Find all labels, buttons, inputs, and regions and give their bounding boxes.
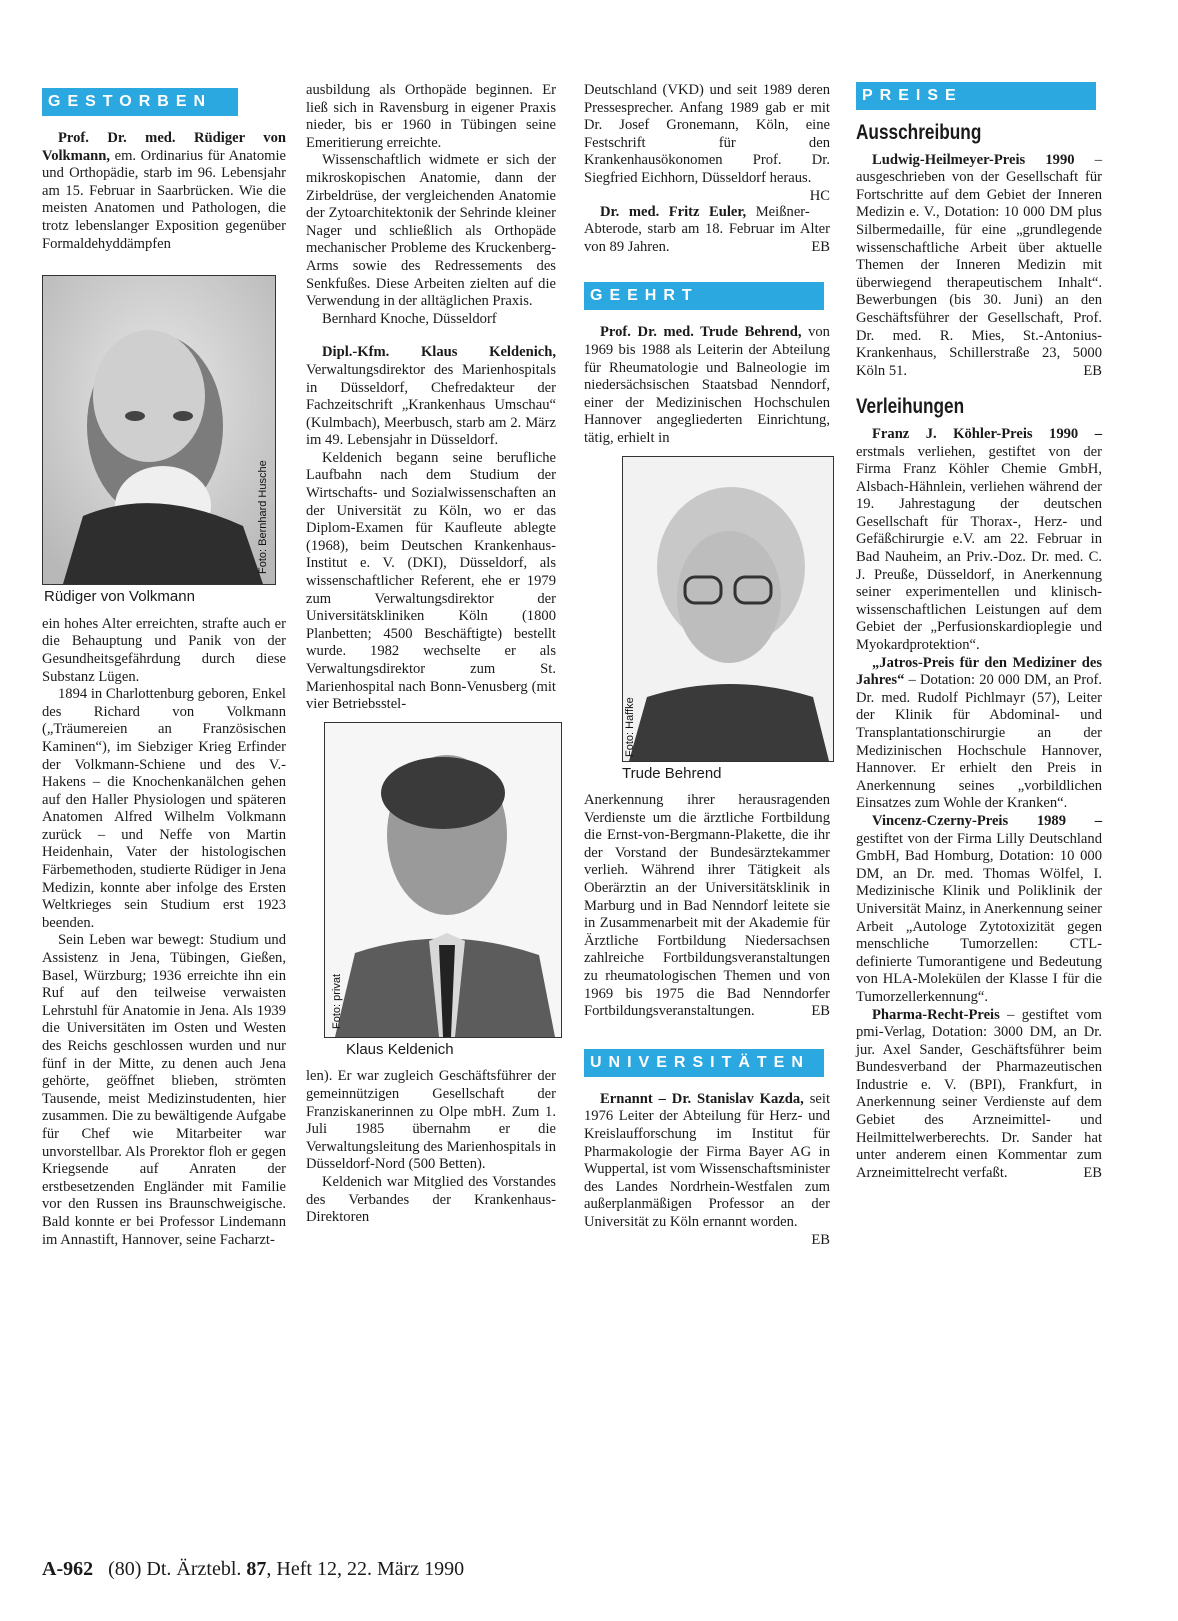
signature: EB bbox=[811, 1003, 830, 1020]
signature: EB bbox=[811, 1231, 830, 1248]
paragraph: Wissenschaftlich widmete er sich der mikroskopischen Anatomie, dann der Zirbeldrüse, der vergleichenden Anatomie der Zytoarchitektonik der Sehrinde kleiner Nager und schließlich als Orthopäde mechanischer Probleme des Kruckenberg-Arms sowie des Redressements des Senkfußes. Diese Arbeiten zielten auf die Verwendung in der alltäglichen Praxis. bbox=[306, 152, 556, 310]
paragraph bbox=[584, 82, 830, 204]
paragraph: len). Er war zugleich Geschäftsführer der gemeinnützigen Gesellschaft der Franziskanerinnen zu Olpe mbH. Zum 1. Juli 1985 übernahm er die Verwaltungsleitung des Marienhospitals in Düsseldorf-Nord (500 Betten). bbox=[306, 1068, 556, 1173]
paragraph bbox=[856, 1007, 1102, 1183]
paragraph: 1894 in Charlottenburg geboren, Enkel des Richard von Volkmann („Träumereien an Französischen Kaminen“), im Siebziger Krieg Erfinder der Volkmann-Schiene und des V.-Hakens – die Knochenkanälchen gehen auf den Haller Physiologen und späteren Anatomen Alfred Wilhelm Volkmann zurück – und Neffe von Martin Heidenhain, Vater der histologischen Färbemethoden, studierte Rüdiger in Jena Medizin, konnte aber infolge des Ersten Weltkrieges sein Studium erst 1923 beenden. bbox=[42, 686, 286, 931]
paragraph-text: gestiftet von der Firma Lilly Deutschland GmbH, Bad Homburg, Dotation: 10 000 DM, an Dr. med. Thomas Wölfel, I. Medizinische Klinik und Poliklinik der Universität Mainz, in Anerkennung seiner Arbeit „Autologe Zytotoxizität gegen menschliche Tumorzellen: CTL-definierte Tumorantigene und Bedeutung von HLA-Molekülen der Klasse I für die Tumorzellerkennung“. bbox=[856, 830, 1102, 1005]
paragraph-text: – Dotation: 20 000 DM, an Prof. Dr. med. Rudolf Pichlmayr (57), Leiter der Klinik für Abdominal- und Transplantationschirurgie an der Medizinischen Hochschule Hannover, Hannover. Er erhielt den Preis in Anerkennung seines „vorbildlichen Einsatzes zum Wohle der Kranken“. bbox=[856, 672, 1102, 812]
paragraph: Keldenich war Mitglied des Vorstandes des Verbandes der Krankenhaus-Direktoren bbox=[306, 1173, 556, 1226]
paragraph bbox=[584, 324, 830, 447]
signature: EB bbox=[1083, 1164, 1102, 1181]
paragraph bbox=[856, 655, 1102, 813]
signature: Bernhard Knoche, Düsseldorf bbox=[322, 310, 497, 327]
paragraph: Keldenich begann seine berufliche Laufbahn nach dem Studium der Wirtschafts- und Sozialwissenschaften an der Universität zu Köln, wo er das Diplom-Examen für Kaufleute ablegte (1968), beim Deutschen Krankenhaus-Institut e. V. (DKI), Düsseldorf, als wissenschaftlicher Referent, ehe er 1979 zum Verwaltungsdirektor der Universitätskliniken Köln (1800 Planbetten; 4500 Beschäftigte) bestellt wurde. 1982 wechselte er als Verwaltungsdirektor zum St. Marienhospital nach Bonn-Venusberg (mit vier Betriebsstel- bbox=[306, 449, 556, 713]
paragraph: Sein Leben war bewegt: Studium und Assistenz in Jena, Tübingen, Gießen, Basel, Würzburg; 1936 erreichte ihn ein Ruf auf den teilweise verwaisten Lehrstuhl für Anatomie in Jena. Als 1939 die Universitäten im Osten und Westen des Reichs geschlossen wurden und nur fünf in der Mitte, zu denen auch Jena gehörte, geöffnet blieben, strömten Tausende, meist Medizinstudenten, hier zusammen. Die zu bewältigende Aufgabe für Chef wie Mitarbeiter war unvorstellbar. Als Prorektor floh er gegen Kriegsende auf Anraten der erstbesetzenden Engländer mit Familie vor den Russen ins Braunschweigische. Bald konnte er bei Professor Lindemann im Annastift, Hannover, seine Facharzt- bbox=[42, 932, 286, 1248]
photo-credit: Foto: Bernhard Husche bbox=[257, 460, 269, 575]
photo-credit: Foto: Haffke bbox=[624, 696, 636, 757]
paragraph-text: Anerkennung ihrer herausragenden Verdienste um die ärztliche Fortbildung die Ernst-von-Bergmann-Plakette, die ihr der Vorstand der Bundesärztekammer verlieh. Während ihrer Tätigkeit als Oberärztin an der Universitätsklinik in Marburg und in Bad Nenndorf leitete sie in Zusammenarbeit mit der Akademie für Ärztliche Fortbildung Niedersachsen zahlreiche Fortbildungsveranstaltungen zu rheumatologischen Themen und von 1969 bis 1975 die Bad Nenndorfer Fortbildungsveranstaltungen. bbox=[584, 792, 830, 1020]
subhead-verleihungen: Verleihungen bbox=[856, 395, 965, 419]
paragraph-text: – ausgeschrieben von der Gesellschaft für Fortschritte auf dem Gebiet der Inneren Medizin e. V., Dotation: 10 000 DM plus Silbermedaille, für eine „grundlegende wissenschaftliche Arbeit über aktuelle Themen der Inneren Medizin mit überwiegend therapeutischem Inhalt“. Bewerbungen (bis 30. Juni) an den Geschäftsführer der Gesellschaft, Prof. Dr. med. R. Mies, St.-Antonius-Krankenhaus, Schillerstraße 23, 5000 Köln 51. bbox=[856, 151, 1102, 379]
portrait-behrend-image bbox=[623, 457, 833, 761]
paragraph bbox=[856, 813, 1102, 1007]
subhead-ausschreibung: Ausschreibung bbox=[856, 121, 982, 144]
prize-name: Vincenz-Czerny-Preis 1989 – bbox=[872, 812, 1102, 829]
column-2 bbox=[306, 82, 556, 1227]
section-bar-gestorben bbox=[42, 88, 238, 116]
photo-volkmann bbox=[42, 275, 276, 585]
column-4 bbox=[856, 82, 1102, 1182]
paragraph-text: em. Ordinarius für Anatomie und Orthopädie, starb im 96. Lebensjahr am 15. Februar in Saarbrücken. Wie die meisten Anatomen und Pathologen, die trotz lebenslanger Exposition gegenüber Formaldehyddämpfen bbox=[42, 147, 286, 252]
paragraph-text: Meißner-Abterode, starb am 18. Februar im Alter von 89 Jahren. bbox=[584, 203, 830, 255]
section-title: GESTORBEN bbox=[48, 93, 213, 110]
photo-keldenich bbox=[324, 722, 562, 1038]
person-name: Dipl.-Kfm. Klaus Keldenich, bbox=[322, 344, 556, 361]
person-name: Dr. med. Fritz Euler, bbox=[600, 203, 747, 220]
section-title: GEEHRT bbox=[590, 287, 699, 305]
section-title: UNIVERSITÄTEN bbox=[590, 1053, 810, 1071]
signature: EB bbox=[811, 238, 830, 255]
column-3 bbox=[584, 82, 830, 1249]
paragraph-text: seit 1976 Leiter der Abteilung für Herz- und Kreislaufforschung im Institut für Pharmakologie der Firma Bayer AG in Wuppertal, ist vom Wissenschaftsminister des Landes Nordrhein-Westfalen zum außerplanmäßigen Professor an der Universität zu Köln ernannt worden. bbox=[584, 1090, 830, 1230]
paragraph bbox=[584, 1090, 830, 1248]
page-footer bbox=[42, 1558, 464, 1581]
paragraph-text: erstmals verliehen, gestiftet von der Firma Franz Köhler Chemie GmbH, Alsbach-Hähnlein, verliehen während der 19. Jahrestagung der deutschen Gesellschaft für Thorax-, Herz- und Gefäßchirurgie e.V. am 22. Februar in Bad Nauheim, an Priv.-Doz. Dr. med. C. J. Preuße, Düsseldorf, in Anerkennung seiner experimentellen und klinisch-wissenschaftlichen Leistungen auf dem Gebiet der „Perfusionskardioplegie und Myokardprotektion“. bbox=[856, 443, 1102, 654]
portrait-volkmann-image bbox=[43, 276, 275, 584]
issue-date: , Heft 12, 22. März 1990 bbox=[266, 1558, 465, 1580]
signature: HC bbox=[809, 187, 830, 204]
page-number: A-962 bbox=[42, 1558, 94, 1580]
paragraph-text: von 1969 bis 1988 als Leiterin der Abteilung für Rheumatologie und Balneologie im niedersächsischen Staatsbad Nenndorf, einer der Medizinischen Hochschulen Hannover angegliederten Einrichtung, tätig, erhielt in bbox=[584, 324, 830, 446]
prize-name: Pharma-Recht-Preis bbox=[872, 1006, 1000, 1023]
paragraph bbox=[584, 204, 830, 257]
photo-caption: Rüdiger von Volkmann bbox=[44, 588, 195, 606]
paragraph: ein hohes Alter erreichten, strafte auch er die Behauptung und Panik von der Gesundheitsgefährdung durch diese Substanz Lügen. bbox=[42, 615, 286, 685]
paragraph bbox=[584, 792, 830, 1021]
person-name: Prof. Dr. med. Trude Behrend, bbox=[600, 324, 802, 341]
person-name: Prof. Dr. med. Rüdiger von Volkmann, bbox=[42, 130, 286, 164]
paragraph bbox=[306, 344, 556, 450]
paragraph bbox=[856, 426, 1102, 655]
volume-number: 87 bbox=[246, 1558, 267, 1580]
paragraph: ausbildung als Orthopäde beginnen. Er ließ sich in Ravensburg in eigener Praxis nieder, bis er 1960 in Tübingen seine Emeritierung erreichte. bbox=[306, 82, 556, 151]
photo-caption: Klaus Keldenich bbox=[346, 1040, 454, 1058]
paragraph-text: Deutschland (VKD) und seit 1989 deren Pressesprecher. Anfang 1989 gab er mit Dr. Josef Gronemann, Köln, eine Festschrift für den Krankenhausökonomen Prof. Dr. Siegfried Eichhorn, Düsseldorf heraus. bbox=[584, 82, 830, 186]
section-title: PREISE bbox=[862, 87, 963, 104]
photo-behrend bbox=[622, 456, 834, 762]
paragraph bbox=[42, 130, 286, 253]
photo-caption: Trude Behrend bbox=[622, 764, 722, 782]
paragraph bbox=[856, 152, 1102, 381]
paragraph-text: Verwaltungsdirektor des Marienhospitals in Düsseldorf, Chefredakteur der Fachzeitschrift „Krankenhaus Umschau“ (Kulmbach), Meerbusch, starb am 2. März im 49. Lebensjahr in Düsseldorf. bbox=[306, 361, 556, 449]
portrait-keldenich-image bbox=[325, 723, 561, 1037]
section-bar-universitaeten bbox=[584, 1049, 824, 1077]
paragraph-text: – gestiftet vom pmi-Verlag, Dotation: 3000 DM, an Dr. jur. Axel Sander, Geschäftsführer beim Bundesverband der Pharmazeutischen Industrie e. V. (BPI), Frankfurt, in Anerkennung seiner Verdienste auf dem Gebiet des Arzneimittel- und Heilmittelwerberechts. Dr. Sander hat unter anderem einen Kommentar zum Arzneimittelrecht verfaßt. bbox=[856, 1006, 1102, 1181]
prize-name: Franz J. Köhler-Preis 1990 – bbox=[872, 425, 1102, 442]
section-bar-geehrt bbox=[584, 282, 824, 310]
person-name: Ernannt – Dr. Stanislav Kazda, bbox=[600, 1090, 804, 1107]
column-1 bbox=[42, 88, 286, 1249]
signature: EB bbox=[1083, 362, 1102, 379]
journal-ref: (80) Dt. Ärztebl. bbox=[108, 1558, 247, 1580]
prize-name: „Jatros-Preis für den Mediziner des Jahres“ bbox=[856, 654, 1102, 689]
section-bar-preise bbox=[856, 82, 1096, 110]
photo-credit: Foto: privat bbox=[331, 973, 343, 1029]
prize-name: Ludwig-Heilmeyer-Preis 1990 bbox=[872, 151, 1075, 168]
